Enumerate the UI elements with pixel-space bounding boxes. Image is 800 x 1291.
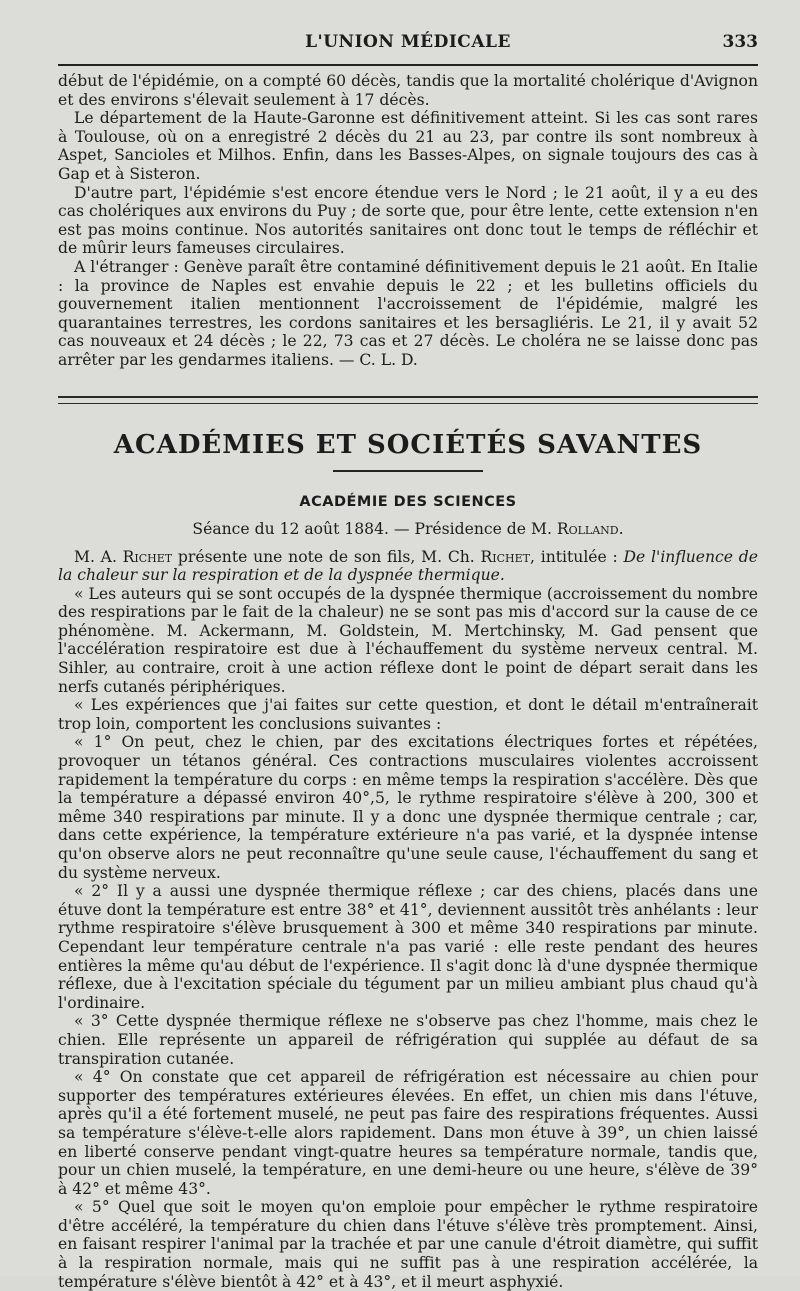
paragraph-conclusion-4: « 4° On constate que cet appareil de réfrigération est nécessaire au chien pour supporter des températures extérieures élevées. En effet, un chien mis dans l'étuve, après qu'il a été fortement muselé, ne peut pas faire des respirations fréquentes. Aussi sa température s'élève-t-elle alors rapidement. Dans mon étuve à 39°, un chien laissé en liberté conserve pendant vingt-quatre heures sa température normale, tandis que, pour un chien muselé, la température, en une demi-heure ou une heure, s'élève de 39° à 42° et même 43°.	[58, 1068, 758, 1198]
paragraph-conclusion-5: « 5° Quel que soit le moyen qu'on emploie pour empêcher le rythme respiratoire d'être accéléré, la température du chien dans l'étuve s'élève très promptement. Ainsi, en faisant respirer l'animal par la trachée et par une canule d'étroit diamètre, qui suffit à la respiration normale, mais qui ne suffit pas à une respiration accélérée, la température s'élève bientôt à 42° et à 43°, et il meurt asphyxié.	[58, 1198, 758, 1291]
header-rule	[58, 64, 758, 66]
author-name: Richet	[480, 547, 530, 566]
section-divider	[58, 396, 758, 404]
note-title: De l'influence de la chaleur sur la respiration et de la dyspnée thermique.	[58, 547, 758, 585]
session-line	[58, 520, 758, 538]
title-underline	[333, 470, 483, 472]
author-name: Richet	[122, 547, 173, 566]
paragraph-epidemic-opening: début de l'épidémie, on a compté 60 décès, tandis que la mortalité cholérique d'Avignon et des environs s'élevait seulement à 17 décès.	[58, 72, 758, 109]
paragraph-abroad: A l'étranger : Genève paraît être contaminé définitivement depuis le 21 août. En Italie : la province de Naples est envahie depuis le 22 ; et les bulletins officiels du gouvernement italien mentionnent l'accroissement de l'épidémie, malgré les quarantaines terrestres, les cordons sanitaires et les bersagliéris. Le 21, il y avait 52 cas nouveaux et 24 décès ; le 22, 73 cas et 27 décès. Le choléra ne se laisse donc pas arrêter par les gendarmes italiens. — C. L. D.	[58, 257, 758, 369]
paragraph-north-extension: D'autre part, l'épidémie s'est encore étendue vers le Nord ; le 21 août, il y a eu des cas cholériques aux environs du Puy ; de sorte que, pour être lente, cette extension n'en est pas moins continue. Nos autorités sanitaires ont donc tout le temps de réfléchir et de mûrir leurs fameuses circulaires.	[58, 183, 758, 258]
session-date: Séance du 12 août 1884. — Présidence de M.	[192, 519, 557, 538]
paragraph-haute-garonne: Le département de la Haute-Garonne est définitivement atteint. Si les cas sont rares à Toulouse, où on a enregistré 2 décès du 21 au 23, par contre ils sont nombreux à Aspet, Sancioles et Milhos. Enfin, dans les Basses-Alpes, on signale toujours des cas à Gap et à Sisteron.	[58, 109, 758, 183]
paragraph-authors: « Les auteurs qui se sont occupés de la dyspnée thermique (accroissement du nombre des respirations par le fait de la chaleur) ne se sont pas mis d'accord sur la cause de ce phénomène. M. Ackermann, M. Goldstein, M. Mertchinsky, M. Gad pensent que l'accélération respiratoire est due à l'échauffement du système nerveux central. M. Sihler, au contraire, croit à une action réflexe dont le point de départ serait dans les nerfs cutanés périphériques.	[58, 584, 758, 696]
paragraph-conclusion-1: « 1° On peut, chez le chien, par des excitations électriques fortes et répétées, provoquer un tétanos général. Ces contractions musculaires violentes accroissent rapidement la température du corps : en même temps la respiration s'accélère. Dès que la température a dépassé environ 40°,5, le rythme respiratoire s'élève à 200, 300 et même 340 respirations par minute. Il y a donc une dyspnée thermique centrale ; car, dans cette expérience, la température extérieure n'a pas varié, et la dyspnée intense qu'on observe alors ne peut reconnaître qu'une seule cause, l'échauffement du sang et du système nerveux.	[58, 733, 758, 882]
section-title: ACADÉMIES ET SOCIÉTÉS SAVANTES	[113, 429, 703, 460]
article-intro	[58, 548, 758, 585]
intro-text: M. A.	[74, 547, 123, 566]
paragraph-experiments: « Les expériences que j'ai faites sur cette question, et dont le détail m'entraînerait trop loin, comportent les conclusions suivantes :	[58, 696, 758, 733]
journal-title: L'UNION MÉDICALE	[305, 32, 511, 52]
paragraph-conclusion-2: « 2° Il y a aussi une dyspnée thermique réflexe ; car des chiens, placés dans une étuve dont la température est entre 38° et 41°, deviennent aussitôt très anhélants : leur rythme respiratoire s'élève brusquement à 300 et même 340 respirations par minute. Cependant leur température centrale n'a pas varié : elle reste pendant des heures entières la même qu'au début de l'expérience. Il s'agit donc là d'une dyspnée thermique réflexe, due à l'excitation spéciale du tégument par un milieu ambiant plus chaud qu'à l'ordinaire.	[58, 882, 758, 1012]
president-name: Rolland.	[556, 519, 624, 538]
intro-text: présente une note de son fils, M. Ch.	[172, 547, 481, 566]
intro-text: , intitulée :	[530, 547, 624, 566]
section-subtitle: ACADÉMIE DES SCIENCES	[299, 493, 517, 510]
running-header	[58, 30, 758, 60]
page-number: 333	[722, 32, 758, 52]
paragraph-conclusion-3: « 3° Cette dyspnée thermique réflexe ne s'observe pas chez l'homme, mais chez le chien. Elle représente un appareil de réfrigération qui supplée au défaut de sa transpiration cutanée.	[58, 1012, 758, 1068]
